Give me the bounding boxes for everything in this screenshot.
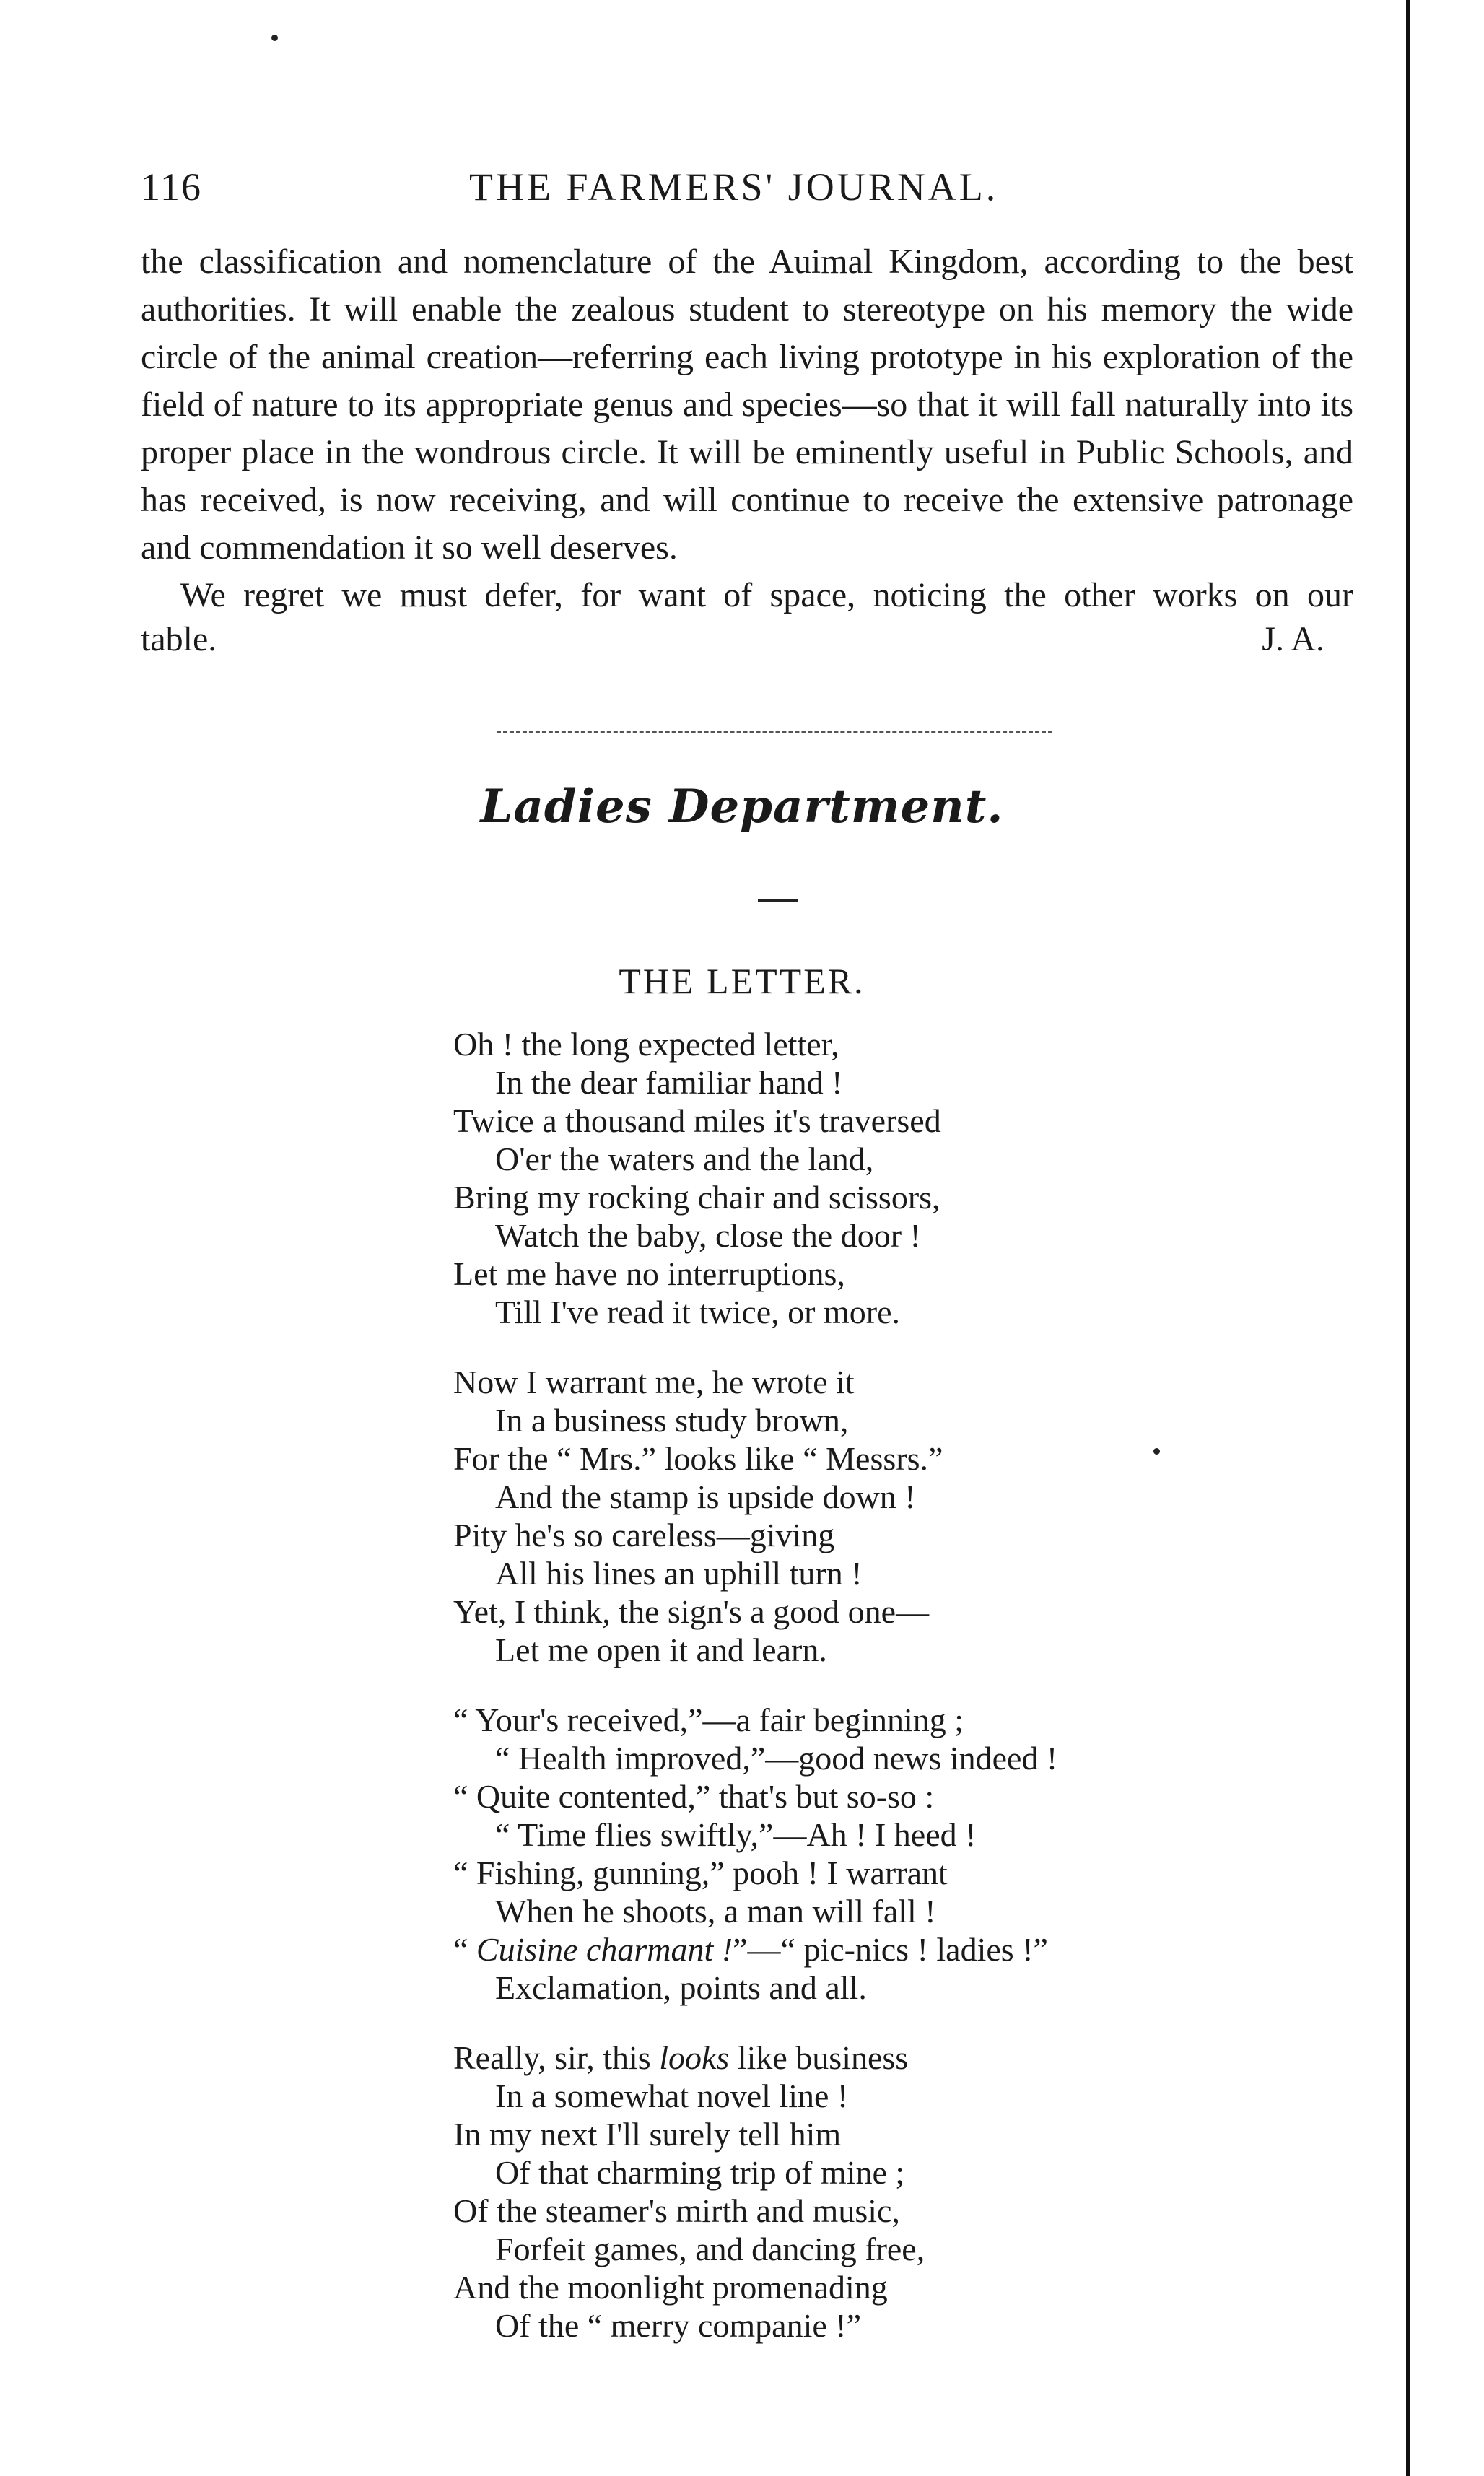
author-initials: J. A. [1262, 620, 1324, 658]
poem-line: Let me open it and learn. [495, 1631, 827, 1668]
poem-stanza [453, 2039, 1319, 2345]
poem-line: Oh ! the long expected letter, [453, 1026, 839, 1063]
poem-line: Pity he's so careless—giving [453, 1517, 835, 1553]
poem-line: “ Your's received,”—a fair beginning ; [453, 1701, 964, 1738]
poem-body [453, 1025, 1319, 2376]
poem-title: THE LETTER. [619, 961, 865, 1001]
review-paragraph-closing: We regret we must defer, for want of space, noticing the other works on our [180, 576, 1353, 614]
poem-line: In the dear familiar hand ! [495, 1064, 843, 1101]
poem-line: In my next I'll surely tell him [453, 2116, 842, 2153]
poem-line: Bring my rocking chair and scissors, [453, 1179, 940, 1216]
poem-line: Of the “ merry companie !” [495, 2307, 862, 2344]
poem-line: When he shoots, a man will fall ! [495, 1893, 936, 1930]
signoff-row [141, 619, 1324, 667]
poem-line: “ Cuisine charmant !”—“ pic-nics ! ladies !” [453, 1931, 1048, 1968]
poem-line: And the moonlight promenading [453, 2269, 888, 2306]
poem-line: Twice a thousand miles it's traversed [453, 1102, 941, 1139]
poem-line: “ Health improved,”—good news indeed ! [495, 1740, 1058, 1777]
poem-line: In a somewhat novel line ! [495, 2078, 849, 2114]
poem-stanza [453, 1701, 1319, 2007]
poem-line: Now I warrant me, he wrote it [453, 1364, 855, 1400]
poem-line: For the “ Mrs.” looks like “ Messrs.” [453, 1440, 943, 1477]
poem-line: Of the steamer's mirth and music, [453, 2192, 900, 2229]
closing-word: table. [141, 620, 217, 658]
poem-line: “ Fishing, gunning,” pooh ! I warrant [453, 1854, 948, 1891]
poem-line: In a business study brown, [495, 1402, 849, 1439]
poem-line: Watch the baby, close the door ! [495, 1217, 921, 1254]
poem-stanza [453, 1025, 1319, 1331]
review-paragraph: the classification and nomenclature of the Auimal Kingdom, according to the best authorities. It will enable the zealous student to stereotype on his memory the wide circle of the animal creation—referring each living prototype in his exploration of the field of nature to its appropriate genus and species—so that it will fall naturally into its proper place in the wondrous circle. It will be eminently useful in Public Schools, and has received, is now receiving, and will continue to receive the extensive patronage and commendation it so well deserves. [141, 243, 1353, 567]
poem-line: All his lines an uphill turn ! [495, 1555, 863, 1592]
section-heading: Ladies Department. [480, 780, 1004, 834]
page-number: 116 [141, 165, 202, 209]
poem-line: Let me have no interruptions, [453, 1255, 845, 1292]
ink-speck [271, 35, 278, 41]
poem-line: Yet, I think, the sign's a good one— [453, 1593, 930, 1630]
poem-line: O'er the waters and the land, [495, 1141, 874, 1177]
poem-stanza [453, 1363, 1319, 1669]
poem-line: “ Time flies swiftly,”—Ah ! I heed ! [495, 1816, 977, 1853]
short-rule [758, 899, 798, 902]
poem-line: Till I've read it twice, or more. [495, 1294, 901, 1330]
review-text [141, 238, 1353, 619]
poem-line: Forfeit games, and dancing free, [495, 2231, 925, 2267]
poem-line: And the stamp is upside down ! [495, 1478, 916, 1515]
poem-line: “ Quite contented,” that's but so-so : [453, 1778, 935, 1815]
running-header [141, 165, 1339, 222]
journal-title: THE FARMERS' JOURNAL. [469, 165, 999, 209]
section-divider [497, 731, 1052, 733]
poem-line: Really, sir, this looks like business [453, 2039, 909, 2076]
poem-line: Of that charming trip of mine ; [495, 2154, 905, 2191]
poem-line: Exclamation, points and all. [495, 1969, 867, 2006]
page-edge-rule [1406, 0, 1410, 2476]
